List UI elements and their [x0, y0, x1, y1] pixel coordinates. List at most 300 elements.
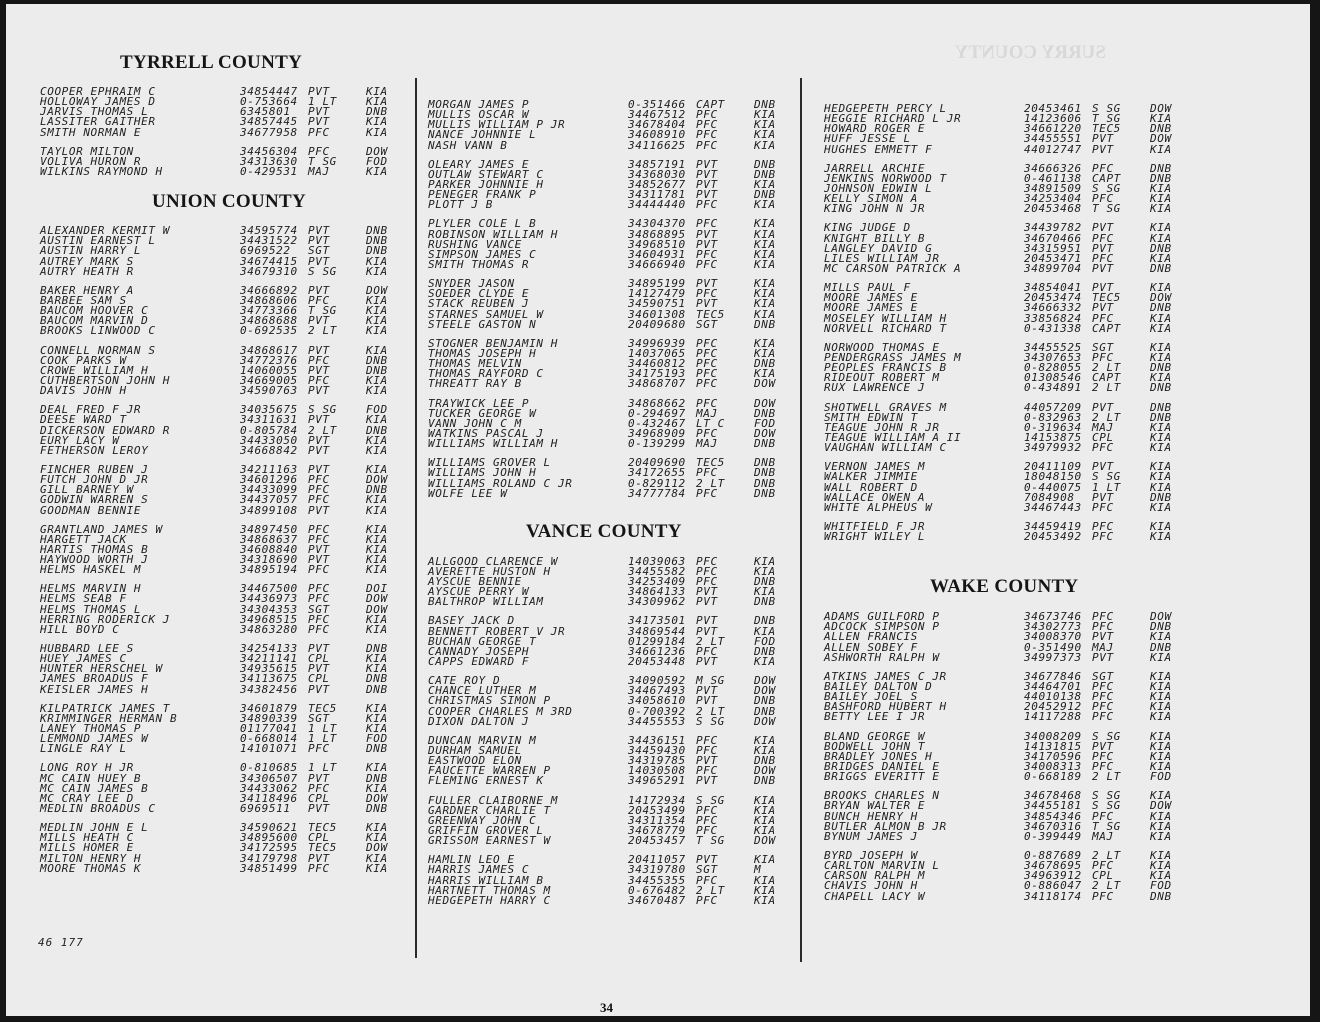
serial-cell: 34772376	[240, 353, 298, 367]
status-cell: FOD	[366, 403, 388, 417]
name-cell: SMITH THOMAS R	[428, 257, 530, 271]
name-cell: HARGETT JACK	[40, 532, 127, 546]
name-cell: PLOTT J B	[428, 198, 494, 212]
status-cell: KIA	[366, 503, 388, 517]
name-cell: WILLIAMS JOHN H	[428, 466, 537, 480]
grade-cell: CPL	[308, 672, 330, 686]
name-cell: AUTREY MARK S	[40, 254, 134, 268]
grade-cell: PFC	[696, 257, 718, 271]
serial-cell: 34302773	[1024, 620, 1082, 634]
name-cell: STEELE GASTON N	[428, 317, 537, 331]
name-cell: HUNTER HERSCHEL W	[40, 662, 163, 676]
record-group	[428, 554, 776, 609]
county-title: TYRRELL COUNTY	[120, 52, 303, 73]
serial-cell: 34253404	[1024, 192, 1082, 206]
serial-cell: 34857445	[240, 115, 298, 129]
serial-cell: 34254133	[240, 642, 298, 656]
status-cell: KIA	[754, 655, 776, 669]
name-cell: LASSITER GAITHER	[40, 115, 156, 129]
serial-cell: 0-692535	[240, 324, 298, 338]
grade-cell: T SG	[308, 304, 337, 318]
serial-cell: 34309962	[628, 595, 686, 609]
name-cell: BENNETT ROBERT V JR	[428, 624, 566, 638]
status-cell: DNB	[754, 704, 776, 718]
serial-cell: 7084908	[1024, 490, 1075, 504]
grade-cell: PFC	[1092, 809, 1114, 823]
status-cell: KIA	[366, 324, 388, 338]
grade-cell: CAPT	[1092, 171, 1121, 185]
roster-row	[824, 142, 1172, 156]
name-cell: DIXON DALTON J	[428, 714, 530, 728]
grade-cell: S SG	[308, 403, 337, 417]
record-group	[428, 674, 776, 728]
serial-cell: 34382456	[240, 682, 298, 696]
status-cell: KIA	[1150, 202, 1172, 216]
county-title: VANCE COUNTY	[526, 520, 682, 542]
grade-cell: PFC	[1092, 350, 1114, 364]
record-group	[824, 281, 1172, 335]
grade-cell: PFC	[696, 198, 718, 212]
serial-cell: 34118174	[1024, 889, 1082, 903]
serial-cell: 20453492	[1024, 530, 1082, 544]
grade-cell: PFC	[696, 873, 718, 887]
serial-cell: 34433050	[240, 433, 298, 447]
name-cell: PARKER JOHNNIE H	[428, 177, 544, 191]
serial-cell: 34868688	[240, 314, 298, 328]
status-cell: DOW	[754, 377, 776, 391]
grade-cell: TEC5	[308, 821, 337, 835]
name-cell: AYSCUE PERRY W	[428, 585, 530, 599]
grade-cell: SGT	[308, 711, 330, 725]
status-cell: KIA	[1150, 680, 1172, 694]
document-page	[6, 4, 1310, 1016]
grade-cell: CPL	[308, 831, 330, 845]
grade-cell: TEC5	[1092, 122, 1121, 136]
serial-cell: 34307653	[1024, 350, 1082, 364]
serial-cell: 0-887689	[1024, 849, 1082, 863]
status-cell: KIA	[1150, 441, 1172, 455]
record-group	[428, 157, 776, 212]
status-cell: DNB	[754, 456, 776, 470]
grade-cell: PFC	[308, 742, 330, 756]
serial-cell: 0-668189	[1024, 770, 1082, 784]
status-cell: KIA	[366, 652, 388, 666]
status-cell: DNB	[366, 105, 388, 119]
name-cell: MOSELEY WILLIAM H	[824, 311, 947, 325]
serial-cell: 14117288	[1024, 710, 1082, 724]
serial-cell: 34679310	[240, 264, 298, 278]
serial-cell: 34173501	[628, 614, 686, 628]
status-cell: KIA	[1150, 739, 1172, 753]
roster-row	[40, 563, 388, 577]
name-cell: HUGHES EMMETT F	[824, 142, 933, 156]
status-cell: KIA	[366, 343, 388, 357]
grade-cell: PFC	[1092, 710, 1114, 724]
record-group	[428, 217, 776, 271]
column-middle	[428, 98, 776, 915]
serial-cell: 34666892	[240, 283, 298, 297]
status-cell: DNB	[1150, 640, 1172, 654]
status-cell: KIA	[754, 247, 776, 261]
grade-cell: PVT	[696, 177, 718, 191]
name-cell: OLEARY JAMES E	[428, 157, 530, 171]
serial-cell: 34319780	[628, 863, 686, 877]
name-cell: MOORE THOMAS K	[40, 861, 142, 875]
name-cell: NORVELL RICHARD T	[824, 321, 947, 335]
record-group	[824, 519, 1172, 544]
record-group	[40, 642, 388, 696]
name-cell: WRIGHT WILEY L	[824, 530, 926, 544]
serial-cell: 34306507	[240, 771, 298, 785]
status-cell: DNB	[754, 98, 776, 111]
name-cell: WALKER JIMMIE	[824, 470, 918, 484]
grade-cell: LT C	[696, 416, 725, 430]
status-cell: KIA	[754, 257, 776, 271]
status-cell: KIA	[1150, 519, 1172, 533]
grade-cell: 2 LT	[308, 423, 337, 437]
serial-cell: 14037065	[628, 346, 686, 360]
status-cell: DNB	[754, 774, 776, 788]
grade-cell: PFC	[696, 575, 718, 589]
serial-cell: 34968510	[628, 237, 686, 251]
grade-cell: 1 LT	[308, 722, 337, 736]
serial-cell: 34315951	[1024, 241, 1082, 255]
serial-cell: 34172595	[240, 841, 298, 855]
status-cell: KIA	[1150, 849, 1172, 863]
name-cell: NORWOOD THOMAS E	[824, 340, 940, 354]
name-cell: HELMS MARVIN H	[40, 582, 142, 596]
serial-cell: 14039063	[628, 554, 686, 568]
grade-cell: S SG	[1092, 729, 1121, 743]
grade-cell: PFC	[1092, 530, 1114, 544]
serial-cell: 14153875	[1024, 430, 1082, 444]
grade-cell: T SG	[1092, 112, 1121, 126]
status-cell: KIA	[1150, 430, 1172, 444]
serial-cell: 0-431338	[1024, 321, 1082, 335]
grade-cell: PFC	[308, 125, 330, 139]
status-cell: KIA	[1150, 251, 1172, 265]
grade-cell: PVT	[308, 224, 330, 238]
grade-cell: CPL	[1092, 869, 1114, 883]
name-cell: BRADLEY JONES H	[824, 749, 933, 763]
status-cell: KIA	[754, 217, 776, 231]
status-cell: DNB	[366, 742, 388, 756]
name-cell: HARTNETT THOMAS M	[428, 883, 551, 897]
grade-cell: PFC	[696, 128, 718, 142]
name-cell: TRAYWICK LEE P	[428, 396, 530, 410]
status-cell: KIA	[754, 128, 776, 142]
serial-cell: 34854447	[240, 85, 298, 98]
status-cell: KIA	[1150, 530, 1172, 544]
record-group	[824, 221, 1172, 275]
name-cell: BYNUM JAMES J	[824, 829, 918, 843]
serial-cell: 01177041	[240, 722, 298, 736]
name-cell: FULLER CLAIBORNE M	[428, 793, 559, 807]
serial-cell: 34674415	[240, 254, 298, 268]
serial-cell: 44012747	[1024, 142, 1082, 156]
serial-cell: 34590751	[628, 297, 686, 311]
status-cell: KIA	[754, 793, 776, 807]
status-cell: KIA	[366, 373, 388, 387]
status-cell: KIA	[1150, 192, 1172, 206]
status-cell: DOW	[754, 714, 776, 728]
status-cell: KIA	[366, 831, 388, 845]
name-cell: THOMAS JOSEPH H	[428, 346, 537, 360]
grade-cell: PVT	[1092, 241, 1114, 255]
status-cell: KIA	[1150, 181, 1172, 195]
serial-cell: 34670466	[1024, 231, 1082, 245]
serial-cell: 34467500	[240, 582, 298, 596]
name-cell: PLYLER COLE L B	[428, 217, 537, 231]
name-cell: CHAPELL LACY W	[824, 889, 926, 903]
status-cell: KIA	[1150, 710, 1172, 724]
status-cell: KIA	[1150, 869, 1172, 883]
serial-cell: 20411057	[628, 853, 686, 867]
grade-cell: PVT	[1092, 281, 1114, 295]
grade-cell: PVT	[308, 413, 330, 427]
name-cell: ALEXANDER KERMIT W	[40, 224, 171, 238]
grade-cell: PVT	[1092, 142, 1114, 156]
name-cell: KILPATRICK JAMES T	[40, 701, 171, 715]
serial-cell: 34678404	[628, 118, 686, 132]
serial-cell: 34601296	[240, 473, 298, 487]
serial-cell: 01308546	[1024, 371, 1082, 385]
status-cell: DNB	[366, 353, 388, 367]
status-cell: KIA	[366, 563, 388, 577]
grade-cell: 2 LT	[1092, 849, 1121, 863]
grade-cell: PVT	[308, 283, 330, 297]
status-cell: KIA	[366, 662, 388, 676]
name-cell: RUX LAWRENCE J	[824, 381, 926, 395]
serial-cell: 34058610	[628, 694, 686, 708]
status-cell: DOW	[754, 764, 776, 778]
grade-cell: TEC5	[1092, 291, 1121, 305]
serial-cell: 34869544	[628, 624, 686, 638]
status-cell: DNB	[1150, 400, 1172, 414]
name-cell: ADCOCK SIMPSON P	[824, 620, 940, 634]
grade-cell: PVT	[696, 277, 718, 291]
grade-cell: 1 LT	[308, 732, 337, 746]
record-group	[824, 400, 1172, 455]
grade-cell: PFC	[1092, 231, 1114, 245]
status-cell: KIA	[754, 237, 776, 251]
serial-cell: 14030508	[628, 764, 686, 778]
grade-cell: PFC	[308, 532, 330, 546]
record-group	[40, 403, 388, 457]
status-cell: DOW	[1150, 132, 1172, 146]
serial-cell: 20411109	[1024, 460, 1082, 474]
grade-cell: PVT	[696, 614, 718, 628]
name-cell: STACK REUBEN J	[428, 297, 530, 311]
serial-cell: 14060055	[240, 363, 298, 377]
name-cell: KING JUDGE D	[824, 221, 911, 235]
name-cell: MEDLIN JOHN E L	[40, 821, 149, 835]
status-cell: DOW	[366, 473, 388, 487]
serial-cell: 0-432467	[628, 416, 686, 430]
serial-cell: 34965291	[628, 774, 686, 788]
grade-cell: PFC	[696, 813, 718, 827]
status-cell: DNB	[754, 754, 776, 768]
status-cell: FOD	[754, 634, 776, 648]
record-group	[40, 821, 388, 875]
grade-cell: S SG	[1092, 181, 1121, 195]
name-cell: BASHFORD HUBERT H	[824, 700, 947, 714]
status-cell: KIA	[1150, 460, 1172, 474]
status-cell: DNB	[754, 595, 776, 609]
serial-cell: 34601308	[628, 307, 686, 321]
column-right	[824, 102, 1172, 911]
status-cell: KIA	[1150, 749, 1172, 763]
name-cell: KEISLER JAMES H	[40, 682, 149, 696]
grade-cell: 1 LT	[308, 761, 337, 775]
record-group	[824, 849, 1172, 903]
grade-cell: T SG	[1092, 819, 1121, 833]
serial-cell: 34897450	[240, 522, 298, 536]
record-group	[824, 610, 1172, 664]
status-cell: FOD	[366, 732, 388, 746]
status-cell: KIA	[754, 803, 776, 817]
grade-cell: PVT	[308, 343, 330, 357]
name-cell: ALLGOOD CLARENCE W	[428, 554, 559, 568]
grade-cell: PFC	[1092, 441, 1114, 455]
name-cell: BARBEE SAM S	[40, 293, 127, 307]
serial-cell: 34601879	[240, 701, 298, 715]
record-group	[824, 340, 1172, 395]
name-cell: MOORE JAMES E	[824, 301, 918, 315]
grade-cell: PFC	[1092, 749, 1114, 763]
status-cell: KIA	[754, 554, 776, 568]
record-group	[428, 277, 776, 331]
grade-cell: PFC	[696, 764, 718, 778]
name-cell: DURHAM SAMUEL	[428, 744, 522, 758]
grade-cell: PFC	[696, 824, 718, 838]
serial-cell: 34661236	[628, 644, 686, 658]
serial-cell: 20453448	[628, 655, 686, 669]
name-cell: GILL BARNEY W	[40, 483, 134, 497]
name-cell: THREATT RAY B	[428, 377, 522, 391]
status-cell: KIA	[1150, 859, 1172, 873]
serial-cell: 20453499	[628, 803, 686, 817]
status-cell: FOD	[1150, 879, 1172, 893]
name-cell: BRIDGES DANIEL E	[824, 760, 940, 774]
serial-cell: 34868606	[240, 293, 298, 307]
serial-cell: 34368030	[628, 167, 686, 181]
name-cell: KELLY SIMON A	[824, 192, 918, 206]
status-cell: DOW	[1150, 799, 1172, 813]
grade-cell: PFC	[308, 622, 330, 636]
record-group	[40, 582, 388, 636]
roster-row	[428, 655, 776, 669]
page-number: 34	[600, 1000, 613, 1015]
grade-cell: 2 LT	[696, 634, 725, 648]
serial-cell: 34935615	[240, 662, 298, 676]
grade-cell: PFC	[308, 861, 330, 875]
record-group	[40, 462, 388, 517]
serial-cell: 34868637	[240, 532, 298, 546]
grade-cell: PVT	[308, 503, 330, 517]
serial-cell: 0-319634	[1024, 420, 1082, 434]
grade-cell: PVT	[308, 682, 330, 696]
status-cell: DNB	[366, 234, 388, 248]
status-cell: KIA	[754, 198, 776, 212]
grade-cell: PFC	[696, 118, 718, 132]
name-cell: THOMAS RAYFORD C	[428, 367, 544, 381]
status-cell: DOW	[366, 144, 388, 158]
name-cell: ALLEN SOBEY F	[824, 640, 918, 654]
grade-cell: PVT	[1092, 490, 1114, 504]
grade-cell: SGT	[696, 863, 718, 877]
serial-cell: 34895199	[628, 277, 686, 291]
status-cell: DNB	[1150, 361, 1172, 375]
record-group	[824, 789, 1172, 843]
name-cell: MC CAIN HUEY B	[40, 771, 142, 785]
serial-cell: 14101071	[240, 742, 298, 756]
grade-cell: MAJ	[1092, 640, 1114, 654]
name-cell: AVERETTE HUSTON H	[428, 564, 551, 578]
grade-cell: S SG	[308, 264, 337, 278]
status-cell: KIA	[754, 585, 776, 599]
serial-cell: 34895194	[240, 563, 298, 577]
name-cell: HARRIS WILLIAM B	[428, 873, 544, 887]
status-cell: KIA	[1150, 669, 1172, 683]
record-group	[40, 144, 388, 178]
name-cell: LONG ROY H JR	[40, 761, 134, 775]
grade-cell: PVT	[308, 234, 330, 248]
county-section	[824, 102, 1172, 544]
grade-cell: PFC	[1092, 760, 1114, 774]
grade-cell: PFC	[696, 138, 718, 152]
record-group	[428, 733, 776, 788]
status-cell: KIA	[754, 883, 776, 897]
roster-row	[428, 198, 776, 212]
record-group	[428, 336, 776, 391]
status-cell: KIA	[366, 781, 388, 795]
serial-cell: 34968909	[628, 426, 686, 440]
record-group	[40, 224, 388, 278]
grade-cell: M SG	[696, 674, 725, 688]
status-cell: KIA	[1150, 700, 1172, 714]
status-cell: DNB	[754, 644, 776, 658]
serial-cell: 34464701	[1024, 680, 1082, 694]
grade-cell: TEC5	[308, 701, 337, 715]
serial-cell: 34433099	[240, 483, 298, 497]
serial-cell: 34891509	[1024, 181, 1082, 195]
name-cell: DEESE WARD T	[40, 413, 127, 427]
grade-cell: PVT	[1092, 739, 1114, 753]
name-cell: BUTLER ALMON B JR	[824, 819, 947, 833]
name-cell: CHRISTMAS SIMON P	[428, 694, 551, 708]
name-cell: DICKERSON EDWARD R	[40, 423, 171, 437]
grade-cell: PFC	[696, 247, 718, 261]
status-cell: KIA	[366, 115, 388, 129]
serial-cell: 34319785	[628, 754, 686, 768]
serial-cell: 34467443	[1024, 500, 1082, 514]
grade-cell: PFC	[308, 522, 330, 536]
grade-cell: 2 LT	[696, 476, 725, 490]
serial-cell: 34666940	[628, 257, 686, 271]
grade-cell: PFC	[696, 486, 718, 500]
roster-row	[824, 381, 1172, 395]
grade-cell: PFC	[308, 612, 330, 626]
serial-cell: 34008313	[1024, 760, 1082, 774]
name-cell: WHITE ALPHEUS W	[824, 500, 933, 514]
serial-cell: 34673746	[1024, 610, 1082, 624]
serial-cell: 34997373	[1024, 650, 1082, 664]
record-group	[428, 456, 776, 500]
name-cell: HELMS SEAB F	[40, 592, 127, 606]
grade-cell: PVT	[1092, 301, 1114, 315]
roster-row	[40, 384, 388, 398]
